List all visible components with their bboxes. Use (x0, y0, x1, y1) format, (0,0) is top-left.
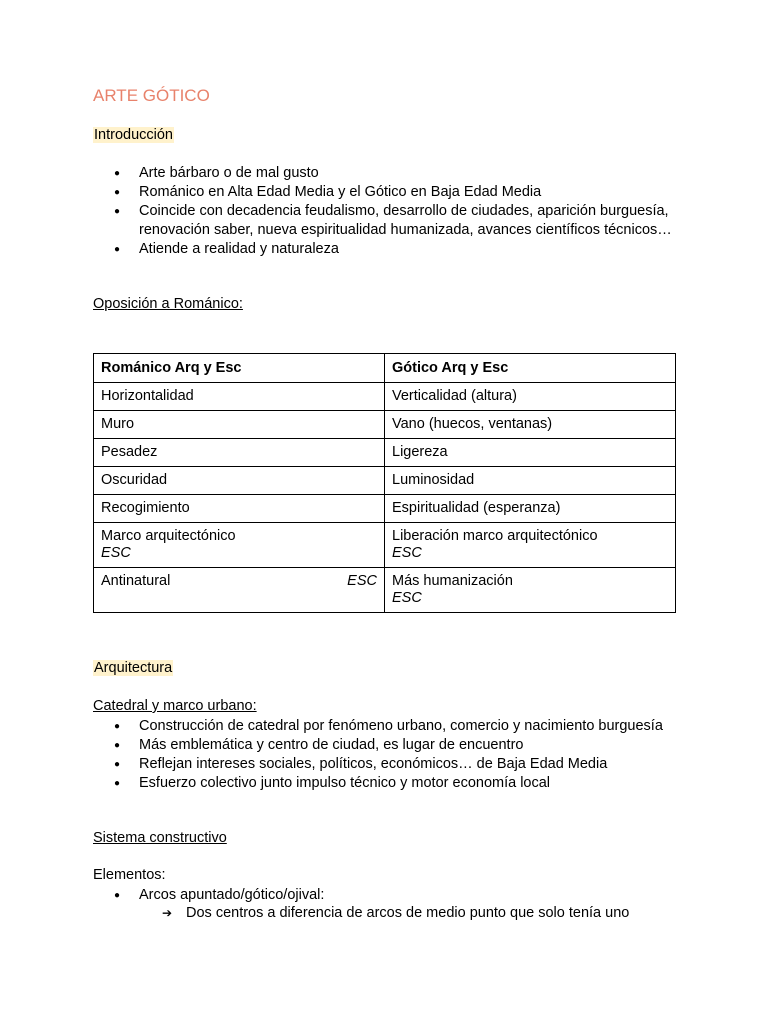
cell-text: Antinatural (101, 573, 171, 589)
table-cell: Pesadez (94, 439, 385, 467)
cell-spacer (101, 590, 377, 607)
table-cell (385, 523, 676, 568)
table-row (94, 495, 676, 523)
intro-heading (93, 127, 174, 143)
table-cell: Recogimiento (94, 495, 385, 523)
list-item: ● Atiende a realidad y naturaleza (93, 240, 693, 259)
catedral-list (93, 717, 693, 793)
sistema-heading: Sistema constructivo (93, 830, 227, 846)
table-cell: Muro (94, 411, 385, 439)
sub-list-item: ➔ Dos centros a diferencia de arcos de medio punto que solo tenía uno (162, 904, 722, 923)
intro-list (93, 164, 693, 259)
table-cell: Vano (huecos, ventanas) (385, 411, 676, 439)
elementos-label: Elementos: (93, 867, 166, 883)
arquitectura-heading-text: Arquitectura (94, 660, 173, 676)
table-cell: Luminosidad (385, 467, 676, 495)
table-cell: Verticalidad (altura) (385, 383, 676, 411)
arquitectura-heading (93, 660, 173, 676)
table-header: Románico Arq y Esc (94, 354, 385, 383)
table-header: Gótico Arq y Esc (385, 354, 676, 383)
list-item: ● Arte bárbaro o de mal gusto (93, 164, 693, 183)
table-cell: Horizontalidad (94, 383, 385, 411)
table-cell: Ligereza (385, 439, 676, 467)
catedral-heading: Catedral y marco urbano: (93, 698, 257, 714)
table-cell (94, 523, 385, 568)
list-item: ● Coincide con decadencia feudalismo, desarrollo de ciudades, aparición burguesía, renovación saber, nueva espiritualidad humanizada, avances científicos técnicos… (93, 202, 693, 240)
table-row (94, 523, 676, 568)
cell-tag: ESC (392, 545, 422, 561)
document-title: ARTE GÓTICO (93, 86, 210, 105)
table-cell (94, 568, 385, 613)
list-item: ● Reflejan intereses sociales, políticos, económicos… de Baja Edad Media (93, 755, 693, 774)
table-row (94, 383, 676, 411)
cell-split (101, 573, 377, 590)
list-item: ● Construcción de catedral por fenómeno urbano, comercio y nacimiento burguesía (93, 717, 693, 736)
elementos-sublist (162, 904, 722, 923)
cell-text: Marco arquitectónico (101, 528, 236, 544)
table-row (94, 439, 676, 467)
table-header-row (94, 354, 676, 383)
elementos-list (93, 886, 693, 905)
table-cell (385, 568, 676, 613)
table-row (94, 568, 676, 613)
cell-tag: ESC (347, 573, 377, 589)
cell-tag: ESC (101, 545, 131, 561)
table-cell: Espiritualidad (esperanza) (385, 495, 676, 523)
list-item: ● Más emblemática y centro de ciudad, es lugar de encuentro (93, 736, 693, 755)
table-cell: Oscuridad (94, 467, 385, 495)
cell-text: Liberación marco arquitectónico (392, 528, 598, 544)
intro-heading-text: Introducción (94, 127, 173, 143)
list-item: ● Esfuerzo colectivo junto impulso técnico y motor economía local (93, 774, 693, 793)
table-row (94, 467, 676, 495)
list-item: ● Arcos apuntado/gótico/ojival: (93, 886, 693, 905)
oposicion-heading: Oposición a Románico: (93, 296, 243, 312)
cell-tag: ESC (392, 590, 422, 606)
comparison-table (93, 353, 676, 613)
list-item: ● Románico en Alta Edad Media y el Gótico en Baja Edad Media (93, 183, 693, 202)
table-row (94, 411, 676, 439)
cell-text: Más humanización (392, 573, 513, 589)
